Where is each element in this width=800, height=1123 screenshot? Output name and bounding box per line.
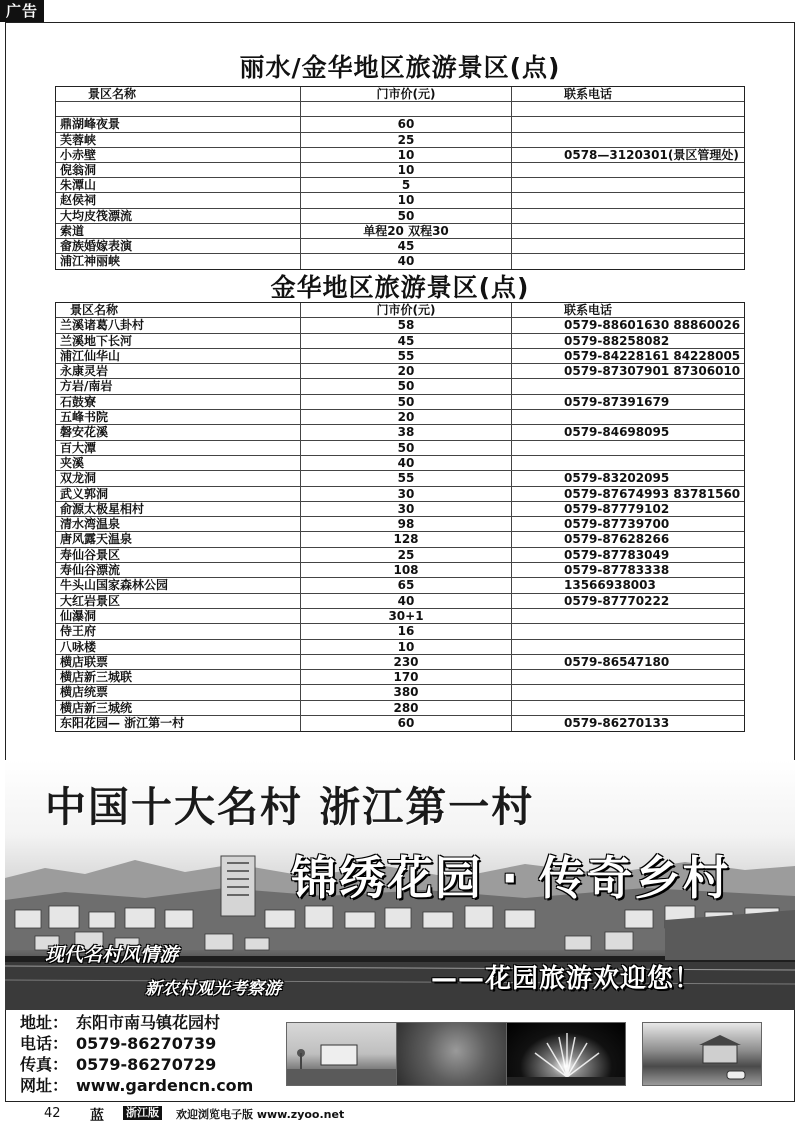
scenic-name: 畲族婚嫁表演: [56, 239, 301, 253]
contact-phone: [512, 379, 746, 393]
table-row: [56, 716, 744, 731]
contact-phone: 13566938003: [564, 578, 656, 593]
scenic-name: 浦江仙华山: [56, 349, 301, 363]
contact-phone: 0579-84698095: [564, 425, 670, 440]
ticket-price: 40: [301, 456, 512, 470]
ticket-price: 5: [301, 178, 512, 192]
table-row: [56, 624, 744, 639]
table-row: [56, 548, 744, 563]
ticket-price: 30+1: [301, 609, 512, 623]
contact-phone: 0578—3120301(景区管理处): [564, 147, 739, 162]
contact-phone: [512, 410, 746, 424]
contact-phone: [20, 1033, 253, 1054]
scenic-name: 倪翁洞: [56, 163, 301, 177]
header-phone: 联系电话: [564, 303, 613, 317]
scenic-name: 夹溪: [56, 456, 301, 470]
banner-slogan-top: 中国十大名村 浙江第一村: [45, 783, 535, 831]
ticket-price: 10: [301, 163, 512, 177]
contact-phone: [512, 133, 746, 147]
contact-phone: [512, 624, 746, 638]
table-row: [56, 133, 744, 148]
table-row: [56, 685, 744, 700]
phone-label: 电话：: [20, 1034, 69, 1053]
contact-phone: 0579-87779102: [564, 501, 670, 516]
ticket-price: 40: [301, 254, 512, 269]
scenic-name: 寿仙谷漂流: [56, 563, 301, 577]
header-name: 景区名称: [56, 87, 301, 101]
ticket-price: 40: [301, 594, 512, 608]
table-row: [56, 701, 744, 716]
contact-phone: 0579-88258082: [564, 333, 670, 348]
contact-phone: 0579-87628266: [564, 532, 670, 547]
contact-phone: 0579-87674993 83781560: [564, 486, 741, 501]
scenic-name: 大均皮筏漂流: [56, 209, 301, 223]
promo-banner: [5, 760, 795, 1010]
section1-title: 丽水/金华地区旅游景区(点): [239, 53, 561, 82]
scenic-name: 横店新三城联: [56, 670, 301, 684]
table-row: [56, 517, 744, 532]
scenic-name: 八咏楼: [56, 640, 301, 654]
footer-brand: 蓝: [90, 1108, 104, 1123]
contact-phone: [512, 685, 746, 699]
table-row: [56, 148, 744, 163]
table-row: [56, 578, 744, 593]
section1-table: [55, 86, 745, 270]
table-row: [56, 609, 744, 624]
scenic-name: 百大潭: [56, 441, 301, 455]
address-value: 东阳市南马镇花园村: [76, 1013, 221, 1032]
scenic-name: 鼎湖峰夜景: [56, 117, 301, 131]
scenic-name: 方岩/南岩: [56, 379, 301, 393]
table-row: [56, 410, 744, 425]
header-price: 门市价(元): [301, 303, 512, 317]
page-footer: [0, 1104, 800, 1123]
contact-phone: [512, 670, 746, 684]
web-value[interactable]: www.gardencn.com: [76, 1076, 254, 1095]
contact-web: [20, 1075, 253, 1096]
ticket-price: 55: [301, 349, 512, 363]
contact-phone: [512, 209, 746, 223]
contact-phone: 0579-87391679: [564, 394, 670, 409]
ticket-price: 10: [301, 193, 512, 207]
ticket-price: 280: [301, 701, 512, 715]
web-label: 网址：: [20, 1076, 69, 1095]
banner-script-line1: 现代名村风情游: [45, 944, 179, 966]
ticket-price: 50: [301, 209, 512, 223]
table-row: [56, 655, 744, 670]
table-row: [56, 640, 744, 655]
edition-badge: 浙江版: [123, 1106, 162, 1120]
ticket-price: 25: [301, 548, 512, 562]
contact-block: [20, 1012, 253, 1096]
contact-phone: [512, 609, 746, 623]
scenic-name: 俞源太极星相村: [56, 502, 301, 516]
scenic-name: 清水湾温泉: [56, 517, 301, 531]
fax-label: 传真：: [20, 1055, 69, 1074]
scenic-name: 横店新三城统: [56, 701, 301, 715]
scenic-name: 唐风露天温泉: [56, 532, 301, 546]
scenic-name: 兰溪诸葛八卦村: [56, 318, 301, 332]
photo-fountain-night: [506, 1022, 626, 1086]
table-row: [56, 670, 744, 685]
scenic-name: 磐安花溪: [56, 425, 301, 439]
table-row: [56, 487, 744, 502]
ticket-price: 16: [301, 624, 512, 638]
ticket-price: 30: [301, 502, 512, 516]
contact-phone: 0579-87739700: [564, 517, 670, 532]
scenic-name: 仙瀑洞: [56, 609, 301, 623]
ticket-price: 128: [301, 532, 512, 546]
contact-phone: [512, 193, 746, 207]
table-row: [56, 532, 744, 547]
ticket-price: 单程20 双程30: [301, 224, 512, 238]
ticket-price: 20: [301, 364, 512, 378]
table-row: [56, 502, 744, 517]
header-phone: 联系电话: [564, 87, 613, 101]
banner-slogan-main: 锦绣花园 · 传奇乡村: [291, 851, 731, 905]
scenic-name: 侍王府: [56, 624, 301, 638]
table-row: [56, 254, 744, 269]
ticket-price: 50: [301, 395, 512, 409]
header-name: 景区名称: [56, 303, 301, 317]
contact-address: [20, 1012, 253, 1033]
ticket-price: 45: [301, 334, 512, 348]
contact-phone: [512, 254, 746, 269]
table-header-row: [56, 303, 744, 318]
table-row: [56, 563, 744, 578]
ad-tag: 广告: [0, 0, 44, 22]
table-row: [56, 456, 744, 471]
table-row: [56, 395, 744, 410]
contact-phone: [512, 178, 746, 192]
contact-phone: [512, 456, 746, 470]
contact-phone: 0579-88601630 88860026: [564, 318, 741, 333]
ticket-price: 38: [301, 425, 512, 439]
table-row: [56, 425, 744, 440]
contact-phone: [512, 224, 746, 238]
table-row: [56, 471, 744, 486]
ticket-price: 25: [301, 133, 512, 147]
contact-phone: [512, 701, 746, 715]
ticket-price: 230: [301, 655, 512, 669]
address-label: 地址：: [20, 1013, 69, 1032]
ticket-price: 50: [301, 441, 512, 455]
contact-phone: 0579-86547180: [564, 654, 670, 669]
table-row: [56, 178, 744, 193]
scenic-name: 小赤壁: [56, 148, 301, 162]
contact-phone: 0579-86270133: [564, 716, 670, 731]
contact-phone: [512, 640, 746, 654]
scenic-name: 双龙洞: [56, 471, 301, 485]
contact-phone: [512, 117, 746, 131]
scenic-name: 东阳花园— 浙江第一村: [56, 716, 301, 731]
scenic-name: 牛头山国家森林公园: [56, 578, 301, 592]
scenic-name: 五峰书院: [56, 410, 301, 424]
scenic-name: 朱潭山: [56, 178, 301, 192]
scenic-name: 赵侯祠: [56, 193, 301, 207]
page-number: 42: [44, 1106, 61, 1121]
footer-text: 欢迎浏览电子版 www.zyoo.net: [176, 1108, 345, 1121]
photo-lake-pavilion: [642, 1022, 762, 1086]
ticket-price: 55: [301, 471, 512, 485]
contact-phone: [512, 239, 746, 253]
contact-phone: 0579-84228161 84228005: [564, 348, 741, 363]
table-row: [56, 102, 744, 117]
contact-phone: 0579-87783049: [564, 547, 670, 562]
photo-tree: [396, 1022, 516, 1086]
header-price: 门市价(元): [301, 87, 512, 101]
table-row: [56, 224, 744, 239]
ticket-price: 45: [301, 239, 512, 253]
contact-phone: [512, 441, 746, 455]
scenic-name: 索道: [56, 224, 301, 238]
ticket-price: 380: [301, 685, 512, 699]
ticket-price: 65: [301, 578, 512, 592]
contact-phone: 0579-87783338: [564, 563, 670, 578]
scenic-name: 浦江神丽峡: [56, 254, 301, 269]
ticket-price: [301, 102, 512, 116]
ticket-price: 98: [301, 517, 512, 531]
ticket-price: 10: [301, 640, 512, 654]
table-row: [56, 364, 744, 379]
contact-phone: 0579-83202095: [564, 471, 670, 486]
scenic-name: 大红岩景区: [56, 594, 301, 608]
section2-title: 金华地区旅游景区(点): [270, 273, 530, 302]
contact-phone: 0579-87770222: [564, 593, 670, 608]
table-row: [56, 441, 744, 456]
ticket-price: 20: [301, 410, 512, 424]
ticket-price: 60: [301, 716, 512, 731]
scenic-name: 寿仙谷景区: [56, 548, 301, 562]
scenic-name: 永康灵岩: [56, 364, 301, 378]
table-header-row: [56, 87, 744, 102]
ticket-price: 58: [301, 318, 512, 332]
phone-value: 0579-86270739: [76, 1034, 217, 1053]
table-row: [56, 193, 744, 208]
ticket-price: 50: [301, 379, 512, 393]
ticket-price: 30: [301, 487, 512, 501]
scenic-name: 芙蓉峡: [56, 133, 301, 147]
scenic-name: [56, 102, 301, 116]
contact-phone: [512, 163, 746, 177]
banner-script-line2: 新农村观光考察游: [145, 979, 281, 999]
table-row: [56, 318, 744, 333]
section2-table: [55, 302, 745, 732]
contact-phone: 0579-87307901 87306010: [564, 364, 741, 379]
table-row: [56, 163, 744, 178]
ticket-price: 108: [301, 563, 512, 577]
table-row: [56, 239, 744, 254]
table-row: [56, 379, 744, 394]
ticket-price: 60: [301, 117, 512, 131]
scenic-name: 武义郭洞: [56, 487, 301, 501]
photo-village-gate: [286, 1022, 406, 1086]
scenic-name: 石鼓寮: [56, 395, 301, 409]
table-row: [56, 117, 744, 132]
ticket-price: 10: [301, 148, 512, 162]
scenic-name: 横店统票: [56, 685, 301, 699]
banner-welcome: ——花园旅游欢迎您！: [431, 964, 702, 994]
scenic-name: 兰溪地下长河: [56, 334, 301, 348]
ticket-price: 170: [301, 670, 512, 684]
table-row: [56, 209, 744, 224]
table-row: [56, 594, 744, 609]
contact-fax: [20, 1054, 253, 1075]
scenic-name: 横店联票: [56, 655, 301, 669]
table-row: [56, 349, 744, 364]
fax-value: 0579-86270729: [76, 1055, 217, 1074]
contact-phone: [512, 102, 746, 116]
table-row: [56, 334, 744, 349]
